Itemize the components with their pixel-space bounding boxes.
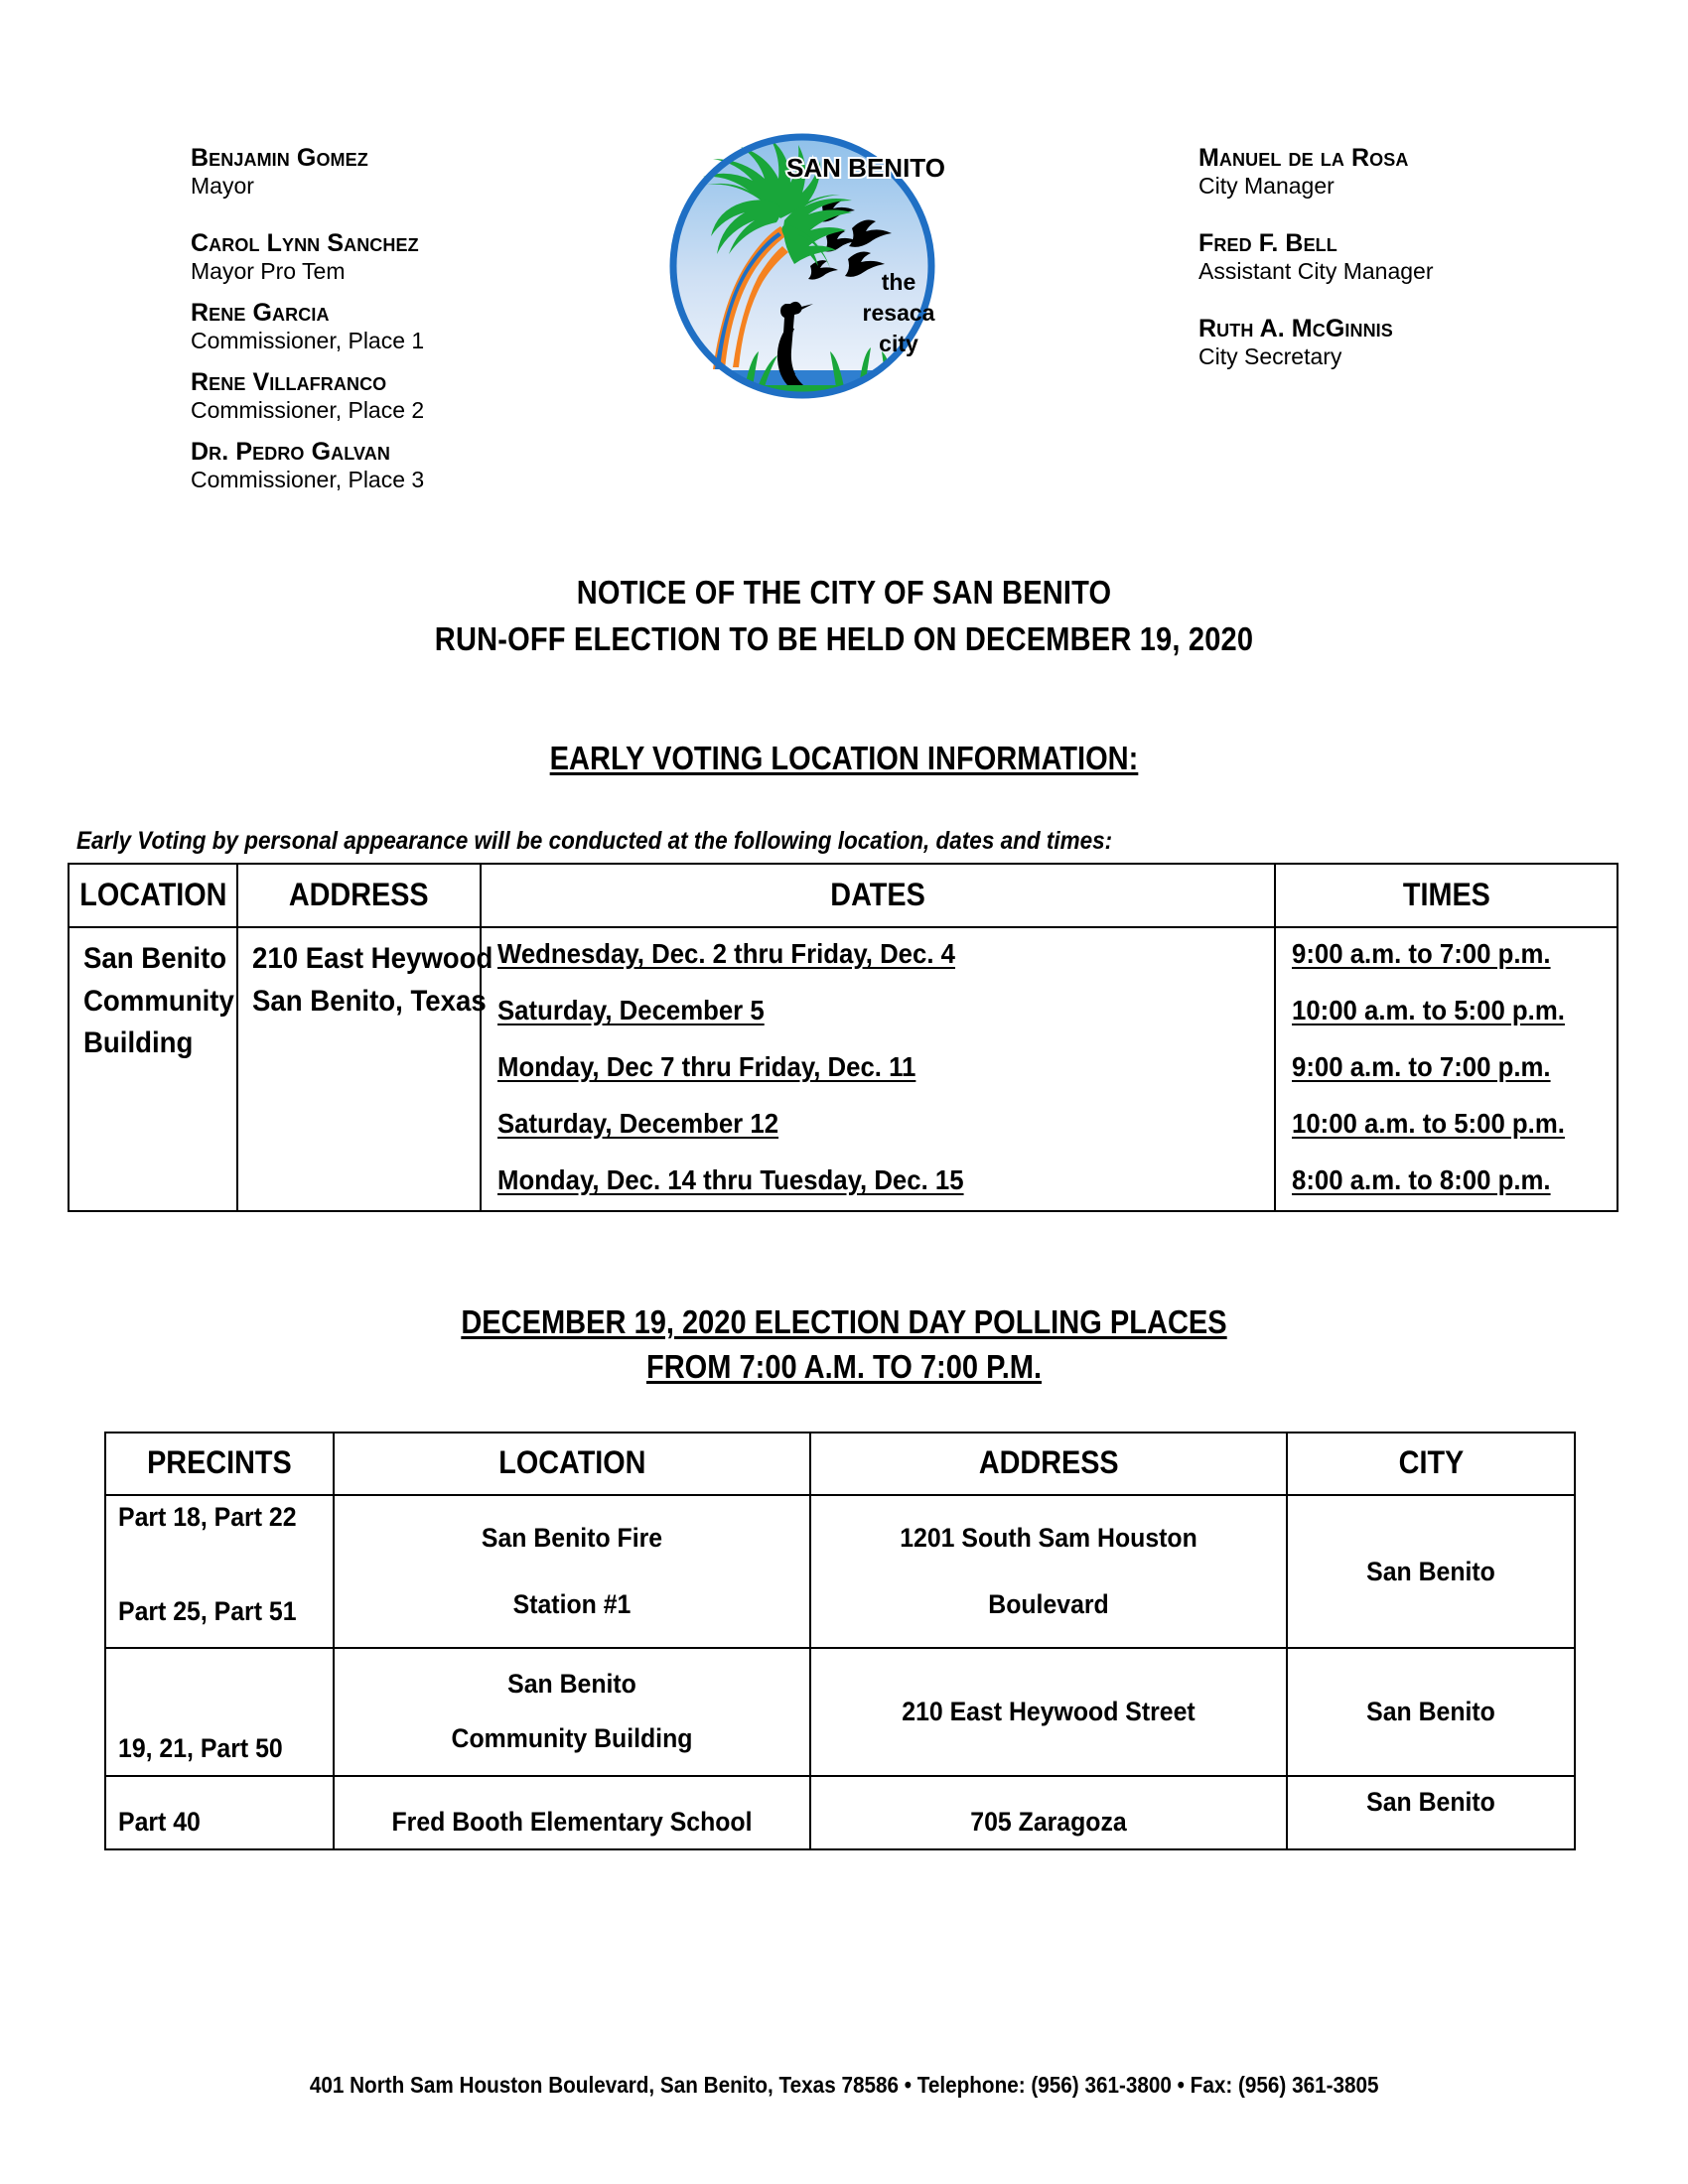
column-header-address-text: ADDRESS xyxy=(289,876,429,912)
polling-city-cell xyxy=(1287,1495,1575,1648)
polling-address-cell xyxy=(810,1495,1287,1648)
column-header-city xyxy=(1287,1433,1575,1495)
early-voting-time-item xyxy=(1292,940,1611,968)
column-header-dates-text: DATES xyxy=(830,876,925,912)
table-row xyxy=(69,927,1618,1211)
column-header-address xyxy=(810,1433,1287,1495)
column-header-times xyxy=(1275,864,1618,927)
early-voting-date-item xyxy=(497,1053,1268,1081)
logo-tagline-line3: city xyxy=(879,331,918,356)
early-voting-address-line2: San Benito, Texas xyxy=(252,984,487,1018)
official-title: City Secretary xyxy=(1198,343,1342,370)
early-voting-heading-text: EARLY VOTING LOCATION INFORMATION: xyxy=(549,740,1139,776)
early-voting-date-item xyxy=(497,940,1268,968)
polling-location-line2: Community Building xyxy=(451,1723,693,1754)
early-voting-date-text: Wednesday, Dec. 2 thru Friday, Dec. 4 xyxy=(497,938,955,969)
early-voting-times-cell xyxy=(1275,927,1618,1211)
polling-location-line1: San Benito Fire xyxy=(481,1523,663,1553)
officials-right-column xyxy=(1198,144,1616,384)
official-entry xyxy=(191,299,568,354)
precincts-line2: Part 25, Part 51 xyxy=(118,1596,297,1627)
city-logo xyxy=(596,119,953,407)
polling-city-text: San Benito xyxy=(1366,1786,1495,1817)
official-name: Ruth A. McGinnis xyxy=(1198,315,1393,343)
precincts-cell xyxy=(105,1495,334,1648)
page-footer xyxy=(0,2072,1688,2099)
election-day-heading-line1-text: DECEMBER 19, 2020 ELECTION DAY POLLING PLACES xyxy=(461,1303,1227,1340)
official-title: Assistant City Manager xyxy=(1198,258,1434,285)
column-header-location xyxy=(334,1433,810,1495)
official-name: Rene Villafranco xyxy=(191,368,387,397)
polling-address-line1: 705 Zaragoza xyxy=(970,1807,1127,1838)
table-row xyxy=(105,1776,1575,1849)
column-header-precincts xyxy=(105,1433,334,1495)
precincts-line1: 19, 21, Part 50 xyxy=(118,1733,283,1764)
official-entry xyxy=(191,368,568,424)
official-title: Mayor xyxy=(191,173,254,199)
official-title: Mayor Pro Tem xyxy=(191,258,346,285)
column-header-location-text: LOCATION xyxy=(497,1443,646,1480)
column-header-address-text: ADDRESS xyxy=(978,1443,1119,1480)
polling-location-cell xyxy=(334,1648,810,1775)
early-voting-location-line2: Community xyxy=(83,984,234,1018)
table-header-row xyxy=(69,864,1618,927)
column-header-city-text: CITY xyxy=(1398,1443,1464,1480)
official-name: Dr. Pedro Galvan xyxy=(191,438,390,467)
page-title-line1: NOTICE OF THE CITY OF SAN BENITO xyxy=(576,574,1112,611)
early-voting-time-text: 10:00 a.m. to 5:00 p.m. xyxy=(1292,1108,1565,1139)
early-voting-table xyxy=(68,863,1618,1212)
election-day-heading-line2 xyxy=(101,1348,1587,1386)
official-entry xyxy=(191,438,568,493)
early-voting-time-text: 9:00 a.m. to 7:00 p.m. xyxy=(1292,1051,1551,1082)
polling-location-line1: Fred Booth Elementary School xyxy=(391,1807,753,1838)
page-title-line2: RUN-OFF ELECTION TO BE HELD ON DECEMBER 19, 2020 xyxy=(434,620,1254,657)
early-voting-heading xyxy=(101,740,1587,777)
early-voting-location-cell xyxy=(69,927,237,1211)
early-voting-location-line1: San Benito xyxy=(83,942,227,975)
polling-location-cell xyxy=(334,1776,810,1849)
polling-city-text: San Benito xyxy=(1366,1696,1495,1726)
official-entry xyxy=(1198,315,1616,370)
table-row xyxy=(105,1495,1575,1648)
official-name: Manuel de la Rosa xyxy=(1198,144,1409,172)
polling-address-line2: Boulevard xyxy=(988,1589,1109,1620)
early-voting-address-line1: 210 East Heywood xyxy=(252,942,493,975)
polling-address-line1: 1201 South Sam Houston xyxy=(900,1523,1197,1553)
polling-city-text: San Benito xyxy=(1366,1556,1495,1586)
early-voting-date-text: Monday, Dec. 14 thru Tuesday, Dec. 15 xyxy=(497,1164,964,1195)
polling-location-line1: San Benito xyxy=(507,1669,636,1700)
polling-city-cell xyxy=(1287,1776,1575,1849)
early-voting-time-item xyxy=(1292,997,1611,1024)
officials-left-column xyxy=(191,144,568,507)
early-voting-time-item xyxy=(1292,1053,1611,1081)
polling-places-table xyxy=(104,1432,1576,1850)
table-row xyxy=(105,1648,1575,1775)
early-voting-address-cell xyxy=(237,927,493,1211)
official-name: Fred F. Bell xyxy=(1198,229,1337,258)
polling-address-line1: 210 East Heywood Street xyxy=(902,1696,1196,1726)
early-voting-time-item xyxy=(1292,1110,1611,1138)
column-header-precincts-text: PRECINTS xyxy=(147,1443,292,1480)
polling-address-cell xyxy=(810,1776,1287,1849)
column-header-location-text: LOCATION xyxy=(78,876,227,912)
official-name: Carol Lynn Sanchez xyxy=(191,229,419,258)
early-voting-time-text: 10:00 a.m. to 5:00 p.m. xyxy=(1292,995,1565,1025)
polling-location-cell xyxy=(334,1495,810,1648)
official-title: Commissioner, Place 1 xyxy=(191,328,425,354)
precincts-cell xyxy=(105,1648,334,1775)
precincts-line1: Part 18, Part 22 xyxy=(118,1502,297,1532)
column-header-times-text: TIMES xyxy=(1402,876,1490,912)
official-title: Commissioner, Place 3 xyxy=(191,467,425,493)
logo-tagline-line2: resaca xyxy=(862,300,935,326)
precincts-line1: Part 40 xyxy=(118,1807,201,1838)
city-logo-svg xyxy=(596,119,953,407)
early-voting-time-text: 8:00 a.m. to 8:00 p.m. xyxy=(1292,1164,1551,1195)
official-entry xyxy=(191,229,568,285)
page-footer-text: 401 North Sam Houston Boulevard, San Benito, Texas 78586 • Telephone: (956) 361-3800 • Fax: (956) 361-3805 xyxy=(309,2072,1379,2098)
early-voting-date-item xyxy=(497,1110,1268,1138)
logo-city-name: SAN BENITO xyxy=(786,153,945,183)
election-day-heading-line2-text: FROM 7:00 A.M. TO 7:00 P.M. xyxy=(645,1348,1043,1385)
polling-city-cell xyxy=(1287,1648,1575,1775)
column-header-address xyxy=(237,864,481,927)
official-entry xyxy=(1198,144,1616,200)
column-header-location xyxy=(69,864,237,927)
early-voting-date-item xyxy=(497,997,1268,1024)
election-day-heading-line1 xyxy=(101,1303,1587,1341)
polling-address-cell xyxy=(810,1648,1287,1775)
official-title: City Manager xyxy=(1198,173,1335,199)
official-entry xyxy=(1198,229,1616,285)
early-voting-time-text: 9:00 a.m. to 7:00 p.m. xyxy=(1292,938,1551,969)
polling-location-line2: Station #1 xyxy=(512,1589,632,1620)
early-voting-date-text: Monday, Dec 7 thru Friday, Dec. 11 xyxy=(497,1051,916,1082)
early-voting-time-item xyxy=(1292,1166,1611,1194)
official-entry xyxy=(191,144,568,200)
early-voting-date-text: Saturday, December 5 xyxy=(497,995,765,1025)
early-voting-dates-cell xyxy=(481,927,1275,1211)
early-voting-note: Early Voting by personal appearance will be conducted at the following location, dates and times: xyxy=(76,827,1113,855)
column-header-dates xyxy=(481,864,1275,927)
early-voting-location-line3: Building xyxy=(83,1026,194,1060)
logo-tagline-line1: the xyxy=(881,269,916,295)
page-header xyxy=(0,0,1688,541)
official-name: Rene Garcia xyxy=(191,299,330,328)
official-title: Commissioner, Place 2 xyxy=(191,397,425,424)
early-voting-date-item xyxy=(497,1166,1268,1194)
table-header-row xyxy=(105,1433,1575,1495)
early-voting-date-text: Saturday, December 12 xyxy=(497,1108,779,1139)
precincts-cell xyxy=(105,1776,334,1849)
official-name: Benjamin Gomez xyxy=(191,144,368,172)
